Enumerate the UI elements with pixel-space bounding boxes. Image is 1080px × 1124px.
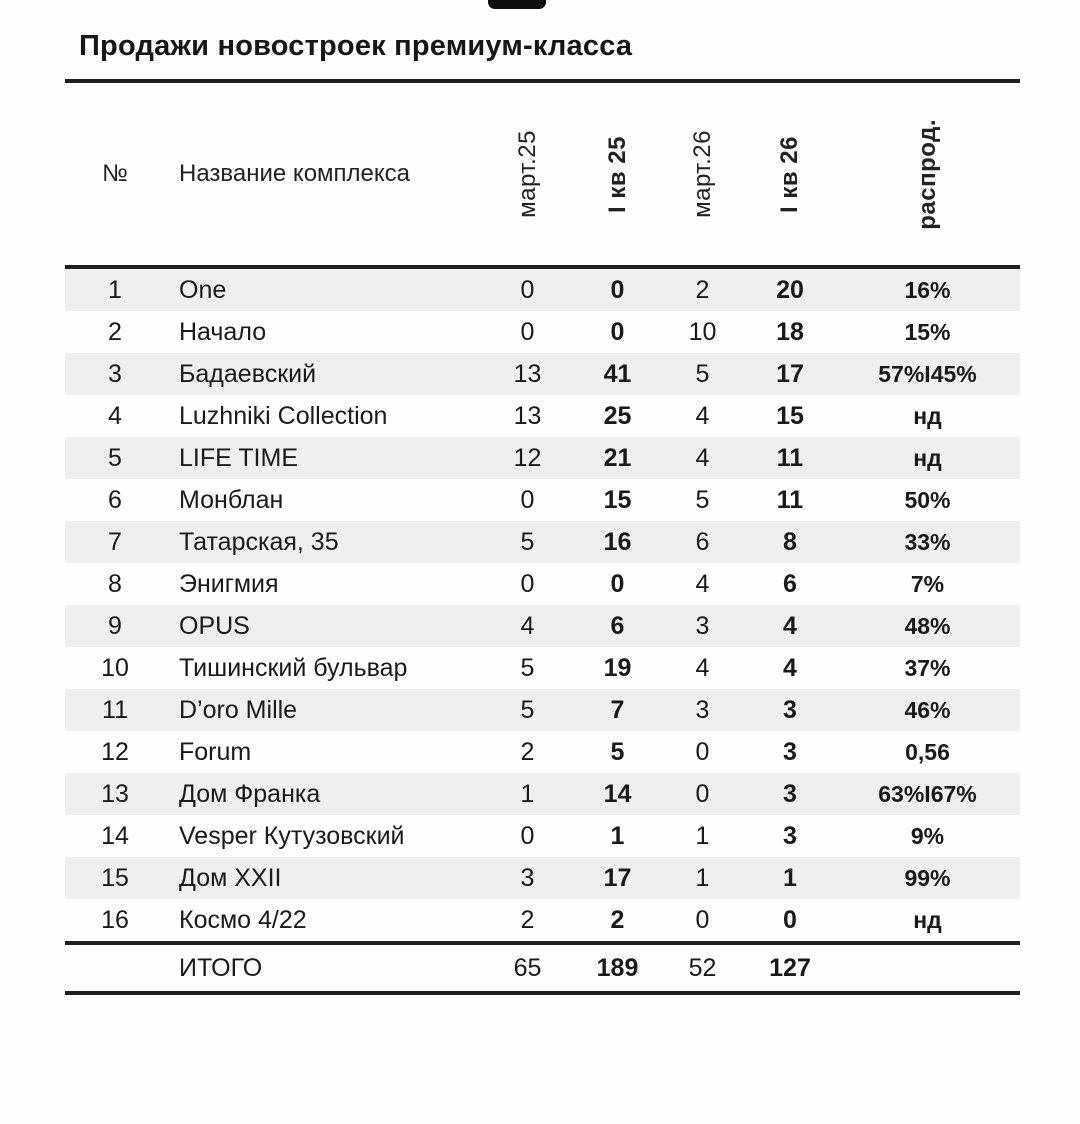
complex-name: Дом Франка [179, 779, 321, 808]
table-row [65, 395, 1020, 437]
row-number: 8 [108, 569, 122, 598]
value-mar26: 0 [695, 779, 710, 808]
value-mar25: 0 [520, 569, 535, 598]
value-q1-25: 6 [610, 611, 625, 640]
value-sold: нд [913, 444, 942, 471]
row-number: 7 [108, 527, 122, 556]
table-row [65, 521, 1020, 563]
row-number: 5 [108, 443, 122, 472]
value-q1-25: 25 [603, 401, 632, 430]
row-number: 10 [101, 653, 129, 682]
value-mar26: 10 [688, 317, 717, 346]
complex-name: Татарская, 35 [179, 527, 339, 556]
value-mar26: 4 [695, 443, 710, 472]
table-body [65, 269, 977, 941]
row-number: 14 [101, 821, 129, 850]
complex-name: Тишинский бульвар [179, 653, 408, 682]
value-mar25: 0 [520, 485, 535, 514]
value-q1-26: 11 [776, 443, 804, 472]
table-row [65, 605, 1020, 647]
row-number: 1 [108, 275, 122, 304]
complex-name: Энигмия [179, 569, 279, 598]
value-mar26: 0 [695, 905, 710, 934]
complex-name: Начало [179, 317, 267, 346]
total-mar26: 52 [688, 953, 717, 982]
value-mar25: 5 [520, 527, 535, 556]
value-q1-26: 20 [776, 275, 804, 304]
col-header-mar26: март.26 [688, 130, 716, 218]
value-sold: 9% [910, 822, 945, 849]
value-q1-25: 21 [603, 443, 632, 472]
table-row [65, 437, 1020, 479]
value-mar26: 3 [695, 611, 710, 640]
col-header-name: Название комплекса [179, 160, 410, 187]
value-sold: нд [913, 402, 942, 429]
value-q1-25: 2 [610, 905, 625, 934]
col-header-mar25: март.25 [513, 130, 541, 218]
value-mar26: 4 [695, 653, 710, 682]
cropped-top-element [488, 0, 546, 9]
row-number: 6 [108, 485, 122, 514]
value-sold: 16% [904, 276, 951, 303]
value-sold: 50% [904, 486, 951, 513]
value-sold: 7% [910, 570, 945, 597]
value-mar26: 4 [695, 569, 710, 598]
value-mar26: 3 [695, 695, 710, 724]
value-q1-25: 0 [610, 317, 625, 346]
value-q1-26: 8 [783, 527, 797, 556]
value-q1-25: 15 [603, 485, 632, 514]
row-number: 4 [108, 401, 122, 430]
row-number: 13 [101, 779, 129, 808]
value-mar25: 0 [520, 317, 535, 346]
complex-name: Космо 4/22 [179, 905, 307, 934]
col-header-num: № [102, 160, 128, 187]
value-q1-26: 4 [783, 611, 797, 640]
value-q1-26: 15 [776, 401, 804, 430]
value-q1-25: 1 [610, 821, 625, 850]
complex-name: OPUS [179, 611, 250, 640]
table-row [65, 857, 1020, 899]
value-mar25: 13 [513, 359, 542, 388]
bottom-border [65, 991, 1020, 995]
complex-name: D’oro Mille [179, 695, 298, 724]
value-q1-25: 19 [603, 653, 632, 682]
value-mar26: 4 [695, 401, 710, 430]
value-q1-26: 17 [776, 359, 804, 388]
value-q1-25: 41 [603, 359, 632, 388]
total-label: ИТОГО [179, 953, 263, 982]
value-sold: 33% [904, 528, 951, 555]
value-sold: 63%I67% [878, 780, 977, 807]
table-row [65, 479, 1020, 521]
complex-name: Vesper Кутузовский [179, 821, 405, 850]
value-sold: 0,56 [905, 738, 950, 765]
table-row [65, 563, 1020, 605]
table-row [65, 311, 1020, 353]
row-number: 11 [102, 695, 128, 724]
row-number: 16 [101, 905, 129, 934]
table-row [65, 899, 1020, 941]
value-mar25: 5 [520, 653, 535, 682]
value-mar25: 2 [520, 737, 535, 766]
value-q1-26: 0 [783, 905, 797, 934]
value-mar25: 0 [520, 821, 535, 850]
value-sold: 15% [904, 318, 951, 345]
value-mar25: 12 [513, 443, 542, 472]
value-q1-26: 1 [783, 863, 797, 892]
value-mar25: 4 [520, 611, 535, 640]
complex-name: Luzhniki Collection [179, 401, 388, 430]
value-q1-26: 3 [783, 821, 797, 850]
value-mar25: 2 [520, 905, 535, 934]
value-q1-26: 3 [783, 779, 797, 808]
complex-name: Монблан [179, 485, 284, 514]
value-mar26: 2 [695, 275, 710, 304]
value-mar26: 5 [695, 359, 710, 388]
value-sold: 46% [904, 696, 951, 723]
value-q1-26: 3 [783, 737, 797, 766]
row-number: 3 [108, 359, 122, 388]
value-mar25: 1 [520, 779, 535, 808]
table-row [65, 689, 1020, 731]
value-mar25: 3 [520, 863, 535, 892]
complex-name: Бадаевский [179, 359, 317, 388]
col-header-sold: распрод. [913, 118, 941, 230]
page-title: Продажи новостроек премиум-класса [79, 30, 633, 62]
value-q1-25: 16 [603, 527, 632, 556]
value-mar26: 1 [695, 863, 710, 892]
value-sold: 48% [904, 612, 951, 639]
value-q1-26: 18 [776, 317, 804, 346]
value-mar25: 0 [520, 275, 535, 304]
table-row [65, 269, 1020, 311]
value-mar26: 0 [695, 737, 710, 766]
total-mar25: 65 [513, 953, 542, 982]
table-row [65, 353, 1020, 395]
total-q1-25: 189 [596, 953, 639, 982]
value-mar26: 6 [695, 527, 710, 556]
row-number: 2 [108, 317, 122, 346]
row-number: 15 [101, 863, 129, 892]
complex-name: Forum [179, 737, 252, 766]
value-sold: 37% [904, 654, 951, 681]
value-q1-26: 4 [783, 653, 797, 682]
complex-name: LIFE TIME [179, 443, 299, 472]
value-sold: 99% [904, 864, 951, 891]
value-q1-26: 3 [783, 695, 797, 724]
total-q1-26: 127 [769, 953, 811, 982]
sales-table [65, 83, 977, 995]
complex-name: One [179, 275, 227, 304]
value-sold: 57%I45% [878, 360, 977, 387]
value-q1-25: 0 [610, 275, 625, 304]
value-q1-25: 7 [610, 695, 625, 724]
table-row [65, 773, 1020, 815]
row-number: 12 [101, 737, 129, 766]
value-q1-25: 17 [603, 863, 632, 892]
total-row [65, 945, 1020, 991]
col-header-q1-25: I кв 25 [603, 135, 631, 213]
table-header-row [65, 83, 1020, 265]
table-row [65, 731, 1020, 773]
value-mar26: 5 [695, 485, 710, 514]
col-header-q1-26: I кв 26 [776, 135, 803, 213]
value-q1-25: 0 [610, 569, 625, 598]
value-mar25: 13 [513, 401, 542, 430]
value-q1-26: 11 [776, 485, 804, 514]
value-q1-25: 14 [603, 779, 632, 808]
table-row [65, 647, 1020, 689]
value-mar25: 5 [520, 695, 535, 724]
complex-name: Дом XXII [179, 863, 282, 892]
value-sold: нд [913, 906, 942, 933]
table-row [65, 815, 1020, 857]
value-mar26: 1 [695, 821, 710, 850]
value-q1-25: 5 [610, 737, 625, 766]
row-number: 9 [108, 611, 122, 640]
value-q1-26: 6 [783, 569, 797, 598]
